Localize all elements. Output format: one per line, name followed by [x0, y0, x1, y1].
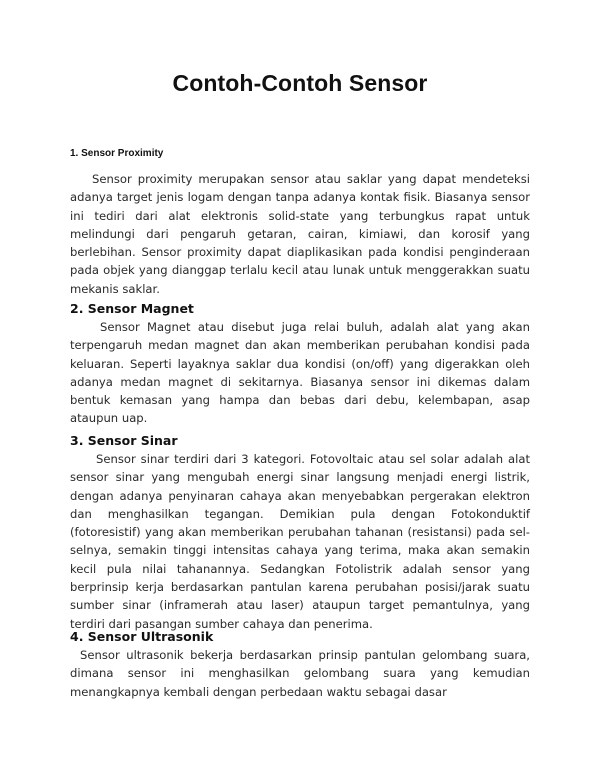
section-paragraph: Sensor ultrasonik bekerja berdasarkan prinsip pantulan gelombang suara, dimana sensor ini menghasilkan gelombang suara yang kemudian menangkapnya kembali dengan perbedaan waktu sebagai dasar [70, 648, 530, 699]
section-heading: 4. Sensor Ultrasonik [70, 629, 214, 644]
section-paragraph: Sensor sinar terdiri dari 3 kategori. Fotovoltaic atau sel solar adalah alat sensor sinar yang mengubah energi sinar langsung menjadi energi listrik, dengan adanya penyinaran cahaya akan menyebabkan pergerakan elektron dan menghasilkan tegangan. Demikian pula dengan Fotokonduktif (fotoresistif) yang akan memberikan perubahan tahanan (resistansi) pada sel-selnya, semakin tinggi intensitas cahaya yang terima, maka akan semakin kecil pula nilai tahanannya. Sedangkan Fotolistrik adalah sensor yang berprinsip kerja berdasarkan pantulan karena perubahan posisi/jarak suatu sumber sinar (inframerah atau laser) ataupun target pemantulnya, yang terdiri dari pasangan sumber cahaya dan penerima. [70, 452, 530, 631]
section-heading: 1. Sensor Proximity [70, 148, 164, 159]
section-sensor-sinar [70, 433, 530, 633]
section-sensor-proximity [70, 148, 530, 298]
section-sensor-ultrasonik [70, 629, 530, 701]
section-sensor-magnet [70, 301, 530, 428]
page-title: Contoh-Contoh Sensor [172, 70, 428, 96]
section-heading: 3. Sensor Sinar [70, 433, 178, 448]
section-heading: 2. Sensor Magnet [70, 301, 194, 316]
section-paragraph: Sensor Magnet atau disebut juga relai buluh, adalah alat yang akan terpengaruh medan magnet dan akan memberikan perubahan kondisi pada keluaran. Seperti layaknya saklar dua kondisi (on/off) yang digerakkan oleh adanya medan magnet di sekitarnya. Biasanya sensor ini dikemas dalam bentuk kemasan yang hampa dan bebas dari debu, kelembapan, asap ataupun uap. [70, 320, 530, 426]
section-paragraph: Sensor proximity merupakan sensor atau saklar yang dapat mendeteksi adanya target jenis logam dengan tanpa adanya kontak fisik. Biasanya sensor ini tediri dari alat elektronis solid-state yang terbungkus rapat untuk melindungi dari pengaruh getaran, cairan, kimiawi, dan korosif yang berlebihan. Sensor proximity dapat diaplikasikan pada kondisi penginderaan pada objek yang dianggap terlalu kecil atau lunak untuk menggerakkan suatu mekanis saklar. [70, 172, 530, 296]
